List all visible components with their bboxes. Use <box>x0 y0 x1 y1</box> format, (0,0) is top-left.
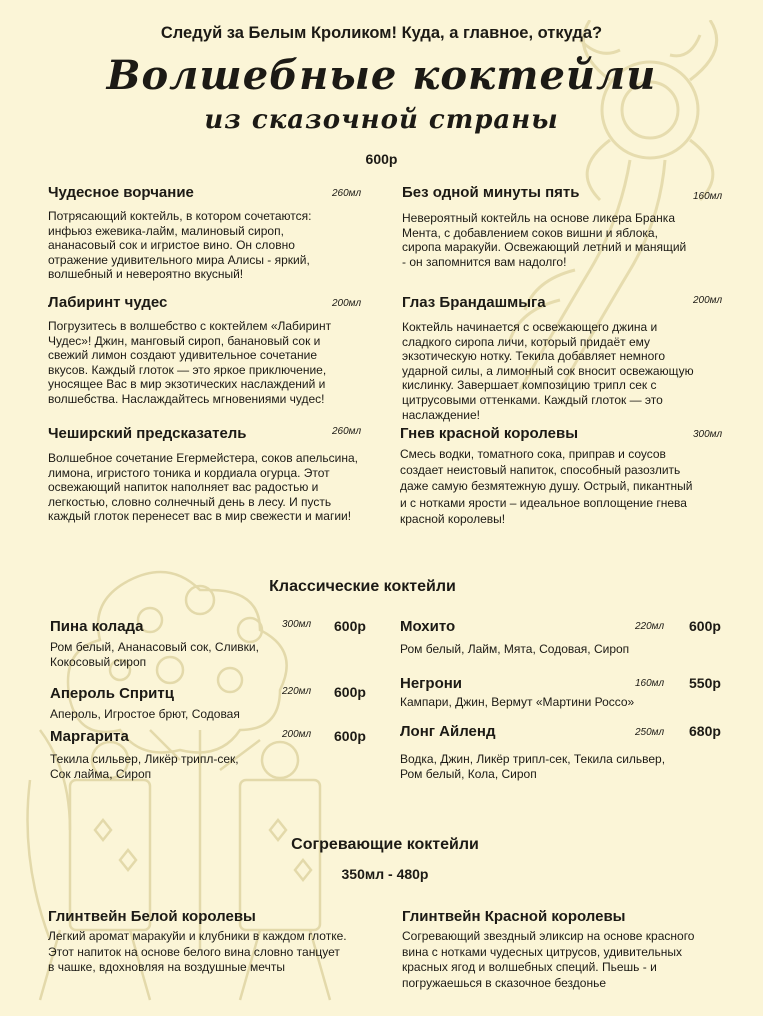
menu-item-price: 600р <box>334 728 366 744</box>
menu-item-description: Волшебное сочетание Егермейстера, соков апельсина, лимона, игристого тоника и кордиала огурца. Этот освежающий напиток наполняет вас радостью и легкостью, словно солнечный день в лесу. И пусть каждый глоток перенесет вас в мир свежести и магии! <box>48 451 358 524</box>
menu-item-volume: 250мл <box>635 727 665 738</box>
menu-item-price: 600р <box>334 618 366 634</box>
menu-item-name: Пина колада <box>50 618 144 635</box>
menu-item-volume: 220мл <box>635 621 665 632</box>
menu-item-description: Согревающий звездный эликсир на основе красного вина с нотками чудесных цитрусов, удивительных красных ягод и волшебных специй. Пьешь - и погружаешься в сказочное бездонье <box>402 929 695 990</box>
menu-item-volume: 200мл <box>332 298 362 309</box>
menu-item-description: Ром белый, Ананасовый сок, Сливки, Кокосовый сироп <box>50 640 259 669</box>
menu-item-volume: 220мл <box>282 686 312 697</box>
menu-item-volume: 200мл <box>693 295 723 306</box>
menu-item-name: Лабиринт чудес <box>48 294 168 311</box>
menu-item-description: Потрясающий коктейль, в котором сочетаются: инфьюз ежевика-лайм, малиновый сироп, ананасовый сок и игристое вино. Он словно отражение удивительного мира Алисы - яркий, волшебный и невероятно вкусный! <box>48 209 312 282</box>
menu-item-price: 680р <box>689 723 721 739</box>
menu-item-name: Мохито <box>400 618 456 635</box>
menu-item-price: 550р <box>689 675 721 691</box>
menu-item-name: Маргарита <box>50 728 129 745</box>
menu-item-description: Кампари, Джин, Вермут «Мартини Россо» <box>400 695 635 709</box>
menu-item-name: Глаз Брандашмыга <box>402 294 546 311</box>
section-title-warming: Согревающие коктейли <box>291 836 479 853</box>
menu-item-name: Без одной минуты пять <box>402 184 580 201</box>
menu-item-volume: 160мл <box>635 678 665 689</box>
menu-item-description: Смесь водки, томатного сока, приправ и соусов создает неистовый напиток, способный разозлить даже самую безмятежную душу. Острый, пикантный и с нотками ярости – идеальное воплощение гнева красной королевы! <box>400 447 693 526</box>
menu-item-description: Ром белый, Лайм, Мята, Содовая, Сироп <box>400 642 630 656</box>
menu-item-description: Водка, Джин, Ликёр трипл-сек, Текила сильвер, Ром белый, Кола, Сироп <box>400 752 666 781</box>
menu-item-name: Глинтвейн Красной королевы <box>402 908 626 925</box>
menu-item-description: Невероятный коктейль на основе ликера Бранка Мента, с добавлением соков вишни и яблока, сиропа маракуйи. Освежающий летний и манящий - он запомнится вам надолго! <box>402 211 687 269</box>
warming-price: 350мл - 480р <box>341 866 429 882</box>
menu-item-name: Чудесное ворчание <box>48 184 194 201</box>
menu-item-name: Лонг Айленд <box>400 723 496 740</box>
menu-item-volume: 260мл <box>332 426 362 437</box>
menu-item-name: Гнев красной королевы <box>400 425 579 442</box>
section-title-classic: Классические коктейли <box>269 578 456 595</box>
menu-item-name: Негрони <box>400 675 463 692</box>
page-subtitle: из сказочной страны <box>204 105 559 135</box>
menu-item-volume: 260мл <box>332 188 362 199</box>
menu-item-name: Чеширский предсказатель <box>48 425 247 442</box>
menu-item-name: Апероль Спритц <box>50 685 174 702</box>
menu-item-price: 600р <box>689 618 721 634</box>
menu-item-description: Легкий аромат маракуйи и клубники в каждом глотке. Этот напиток на основе белого вина словно танцует в чашке, вдохновляя на воздушные мечты <box>48 929 347 974</box>
menu-item-volume: 300мл <box>693 429 723 440</box>
menu-item-volume: 200мл <box>282 729 312 740</box>
menu-item-description: Коктейль начинается с освежающего джина и сладкого сиропа личи, который придаёт ему экзотическую нотку. Текила добавляет немного ударной силы, а лимонный сок вносит освежающую кислинку. Завершает композицию трипл сек с цитрусовыми оттенками. Каждый глоток — это наслаждение! <box>402 320 694 422</box>
menu-item-name: Глинтвейн Белой королевы <box>48 908 256 925</box>
header-price: 600р <box>365 151 398 167</box>
menu-item-price: 600р <box>334 684 366 700</box>
menu-item-description: Апероль, Игростое брют, Содовая <box>50 707 240 721</box>
menu-item-volume: 160мл <box>693 191 723 202</box>
header-tagline: Следуй за Белым Кроликом! Куда, а главное, откуда? <box>160 24 603 42</box>
menu-item-description: Погрузитесь в волшебство с коктейлем «Лабиринт Чудес»! Джин, манговый сироп, банановый сок и свежий лимон создают удивительное сочетание вкусов. Каждый глоток — это яркое приключение, уносящее Вас в мир экзотических наслаждений и волшебства. Наслаждайтесь мгновениями чудес! <box>48 319 332 406</box>
page-title: Волшебные коктейли <box>106 52 657 99</box>
menu-item-volume: 300мл <box>282 619 312 630</box>
menu-item-description: Текила сильвер, Ликёр трипл-сек, Сок лайма, Сироп <box>50 752 239 781</box>
